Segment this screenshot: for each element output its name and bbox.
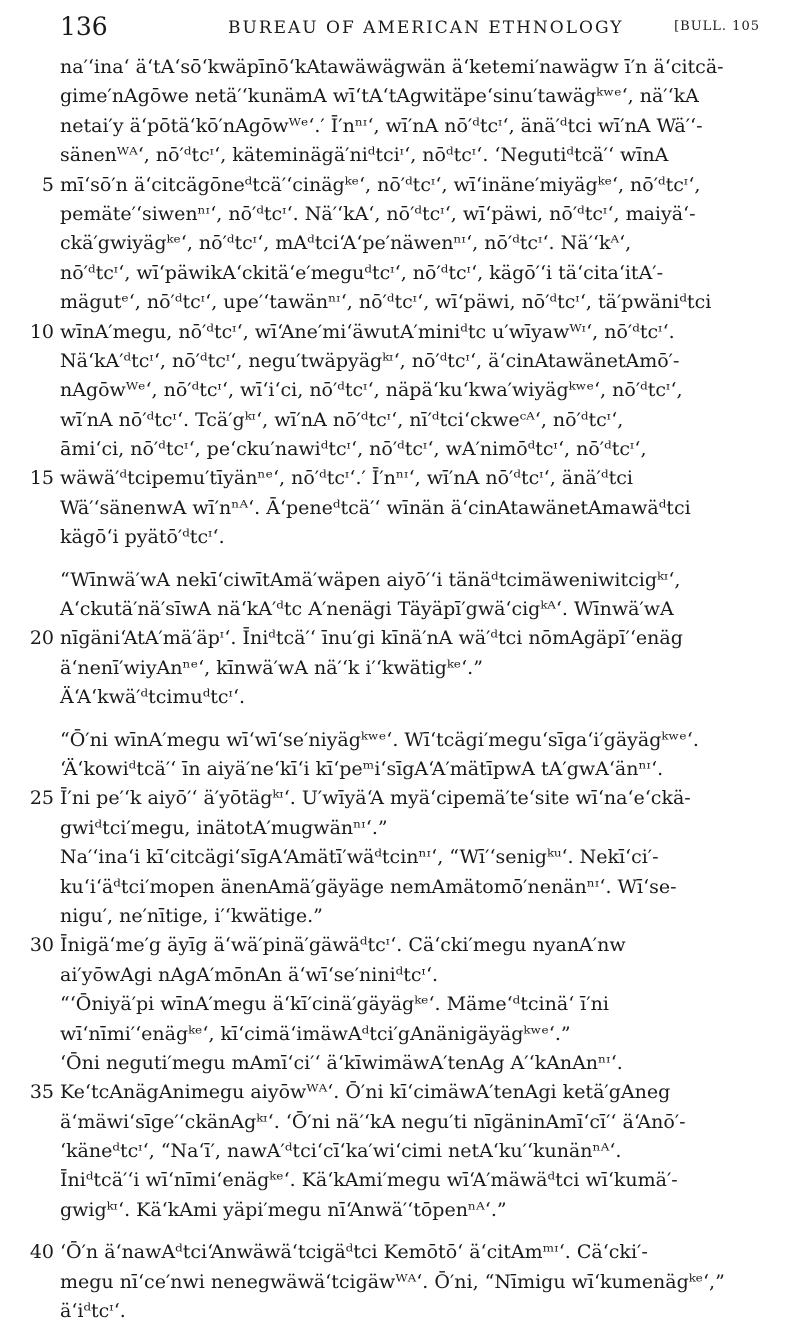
line-number: 35 — [29, 1081, 54, 1104]
line-text: nō′ᵈtcᶦʻ, wīʻpäwikAʻckitäʻe′meguᵈtcᶦʻ, nō′ᵈtcᶦʻ, kägō′ʻi täʻcitaʻitA′- — [60, 261, 664, 284]
line-text: ai′yōwAgi nAgA′mōnAn äʻwīʻse′niniᵈtcᶦʻ. — [60, 963, 439, 986]
text-line — [60, 654, 758, 683]
text-line — [60, 990, 758, 1019]
line-text: “Wīnwä′wA nekīʻciwītAmä′wäpen aiyō′ʻi tänäᵈtcimäweniwitcigᵏᶦʻ, — [60, 568, 681, 591]
line-text: äʻmäwiʻsīge′ʻckänAgᵏᶦʻ. ʻŌ′ni nä′ʻkA negu′ti nīgäninAmīʻcī′ʻ äʻAnō′- — [60, 1110, 686, 1133]
text-line — [29, 464, 758, 493]
line-text: Ī′ni pe′ʻk aiyō′ʻ ä′yōtägᵏᶦʻ. U′wīyäʻA myäʻcipemä′teʻsite wīʻnaʻeʻckä- — [60, 787, 691, 810]
line-text: wī′nA nō′ᵈtcᶦʻ. Tcä′gᵏᶦʻ, wī′nA nō′ᵈtcᶦʻ, nī′ᵈtciʻckweᶜᴬʻ, nō′ᵈtcᶦʻ, — [60, 408, 624, 431]
bulletin-number: [BULL. 105 — [674, 19, 760, 34]
line-text: kuʻiʻäᵈtci′mopen änenAmä′gäyäge nemAmätomō′nenänⁿᶦʻ. Wīʻse- — [60, 875, 677, 898]
line-text: ʻŌni neguti′megu mAmīʻci′ʻ äʻkīwimäwA′tenAg A′ʻkAnAnⁿᶦʻ. — [60, 1051, 623, 1074]
text-line — [60, 595, 758, 624]
line-text: netai′y äʻpōtäʻkō′nAgōwᵂᵉʻ.′ Ī′nⁿᶦʻ, wī′nA nō′ᵈtcᶦʻ, änä′ᵈtci wī′nA Wä′ʻ- — [60, 114, 703, 137]
text-line — [60, 1049, 758, 1078]
text-line — [60, 288, 758, 317]
line-number: 10 — [29, 320, 54, 343]
text-line — [60, 873, 758, 902]
line-text: pemäte′ʻsiwenⁿᶦʻ, nō′ᵈtcᶦʻ. Nä′ʻkAʻ, nō′ᵈtcᶦʻ, wīʻpäwi, nō′ᵈtcᶦʻ, maiyäʻ- — [60, 202, 696, 225]
line-number: 25 — [29, 787, 54, 810]
line-text: wīʻnīmi′ʻenägᵏᵉʻ, kīʻcimäʻimäwAᵈtci′gAnänigäyägᵏʷᵉʻ.” — [60, 1022, 571, 1045]
text-line — [60, 1108, 758, 1137]
line-text: nīgäniʻAtA′mä′äpᶦʻ. Īniᵈtcä′ʻ īnu′gi kīnä′nA wä′ᵈtci nōmAgäpī′ʻenäg — [60, 627, 683, 650]
text-line — [60, 1166, 758, 1195]
text-line — [60, 112, 758, 141]
line-text: Wä′ʻsänenwA wī′nⁿᴬʻ. Āʻpeneᵈtcä′ʻ wīnän äʻcinAtawänetAmawäᵈtci — [60, 496, 691, 519]
text-line — [29, 1078, 758, 1107]
text-line — [60, 347, 758, 376]
text-line — [29, 784, 758, 813]
line-text: mīʻsō′n äʻcitcägōneᵈtcä′ʻcinägᵏᵉʻ, nō′ᵈtcᶦʻ, wīʻinäne′miyägᵏᵉʻ, nō′ᵈtcᶦʻ, — [60, 173, 701, 196]
text-body — [29, 53, 758, 1326]
page-number: 136 — [60, 12, 108, 41]
text-line — [60, 229, 758, 258]
text-line — [60, 53, 758, 82]
text-line — [60, 814, 758, 843]
line-text: kägōʻi pyätō′ᵈtcᶦʻ. — [60, 526, 225, 549]
text-line — [60, 435, 758, 464]
line-number: 20 — [29, 627, 54, 650]
line-text: nigu′, ne′nītige, i′ʻkwätige.” — [60, 904, 323, 927]
line-text: gime′nAgōwe netä′ʻkunämA wīʻtAʻtAgwitäpeʻsinu′tawägᵏʷᵉʻ, nä′ʻkA — [60, 85, 699, 108]
text-line — [60, 566, 758, 595]
line-text: NäʻkA′ᵈtcᶦʻ, nō′ᵈtcᶦʻ, negu′twäpyägᵏᶦʻ, nō′ᵈtcᶦʻ, äʻcinAtawänetAmō′- — [60, 349, 680, 372]
text-line — [60, 755, 758, 784]
line-text: gwiᵈtci′megu, inätotA′mugwänⁿᶦʻ.” — [60, 816, 388, 839]
text-line — [60, 259, 758, 288]
line-text: nAgōwᵂᵉʻ, nō′ᵈtcᶦʻ, wīʻiʻci, nō′ᵈtcᶦʻ, näpäʻkuʻkwa′wiyägᵏʷᵉʻ, nō′ᵈtcᶦʻ, — [60, 379, 683, 402]
line-text: Na′ʻinaʻi kīʻcitcägiʻsīgAʻAmätī′wäᵈtcinⁿᶦʻ, “Wī′ʻsenigᵏᵘʻ. Nekīʻci′- — [60, 846, 659, 869]
line-text: äʻnenī′wiyAnⁿᵉʻ, kīnwä′wA nä′ʻk i′ʻkwätigᵏᵉʻ.” — [60, 656, 483, 679]
line-text: ckä′gwiyägᵏᵉʻ, nō′ᵈtcᶦʻ, mAᵈtciʻAʻpe′näwenⁿᶦʻ, nō′ᵈtcᶦʻ. Nä′ʻkᴬʻ, — [60, 232, 632, 255]
text-line — [60, 141, 758, 170]
text-line — [29, 931, 758, 960]
line-text: ʻkäneᵈtcᶦʻ, “Naʻī′, nawA′ᵈtciʻcīʻka′wiʻcimi netAʻku′ʻkunänⁿᴬʻ. — [60, 1140, 622, 1163]
line-text: KeʻtcAnägAnimegu aiyōwᵂᴬʻ. Ō′ni kīʻcimäwA′tenAgi ketä′gAneg — [60, 1081, 671, 1104]
line-text: gwigᵏᶦʻ. KäʻkAmi yäpi′megu nīʻAnwä′ʻtōpenⁿᴬʻ.” — [60, 1198, 507, 1221]
text-line — [29, 624, 758, 653]
text-line — [60, 1297, 758, 1326]
text-line — [60, 200, 758, 229]
line-number: 5 — [41, 173, 54, 196]
line-number: 15 — [29, 467, 54, 490]
text-line — [60, 1196, 758, 1225]
text-line — [60, 494, 758, 523]
line-text: sänenᵂᴬʻ, nō′ᵈtcᶦʻ, käteminägä′niᵈtciᶦʻ, nōᵈtcᶦʻ. ʻNegutiᵈtcä′ʻ wīnA — [60, 144, 669, 167]
text-line — [29, 318, 758, 347]
line-text: wīnA′megu, nō′ᵈtcᶦʻ, wīʻAne′miʻäwutA′miniᵈtc u′wīyawᵂᶦʻ, nō′ᵈtcᶦʻ. — [60, 320, 675, 343]
line-text: Īnigäʻme′g äyīg äʻwä′pinä′gäwäᵈtcᶦʻ. Cäʻcki′megu nyanA′nw — [60, 934, 626, 957]
line-text: megu nīʻce′nwi nenegwäwäʻtcigäwᵂᴬʻ. Ō′ni, “Nīmigu wīʻkumenägᵏᵉʻ,” — [60, 1270, 725, 1293]
text-line — [60, 961, 758, 990]
text-line — [60, 1137, 758, 1166]
line-text: Aʻckutä′nä′sīwA näʻkA′ᵈtc A′nenägi Täyäpī′gwäʻcigᵏᴬʻ. Wīnwä′wA — [60, 598, 674, 621]
text-line — [60, 376, 758, 405]
line-number: 30 — [29, 934, 54, 957]
line-text: äʻiᵈtcᶦʻ. — [60, 1300, 126, 1323]
text-line — [41, 171, 758, 200]
text-line — [60, 523, 758, 552]
text-line — [60, 683, 758, 712]
text-line — [60, 406, 758, 435]
line-text: wäwä′ᵈtcipemu′tīyänⁿᵉʻ, nō′ᵈtcᶦʻ.′ Ī′nⁿᶦʻ, wī′nA nō′ᵈtcᶦʻ, änä′ᵈtci — [60, 467, 633, 490]
text-line — [60, 843, 758, 872]
text-line — [60, 1020, 758, 1049]
line-text: mägutᵉʻ, nō′ᵈtcᶦʻ, upe′ʻtawänⁿᶦʻ, nō′ᵈtcᶦʻ, wīʻpäwi, nō′ᵈtcᶦʻ, tä′pwäniᵈtci — [60, 291, 712, 314]
line-text: na′ʻinaʻ äʻtAʻsōʻkwäpīnōʻkAtawäwägwän äʻketemi′nawägw ī′n äʻcitcä- — [60, 56, 724, 78]
line-text: āmiʻci, nō′ᵈtcᶦʻ, peʻcku′nawiᵈtcᶦʻ, nō′ᵈtcᶦʻ, wA′nimōᵈtcᶦʻ, nō′ᵈtcᶦʻ, — [60, 438, 647, 461]
paragraph-gap — [60, 1225, 758, 1238]
line-text: ʻŌ′n äʻnawAᵈtciʻAnwäwäʻtcigäᵈtci Kemōtōʻ äʻcitAmᵐᶦʻ. Cäʻcki′- — [60, 1241, 648, 1264]
paragraph-gap — [60, 553, 758, 566]
line-text: ʻÄʻkowiᵈtcä′ʻ īn aiyä′neʻkīʻi kīʻpeᵐiʻsīgAʻA′mätīpwA tA′gwAʻänⁿᶦʻ. — [60, 757, 664, 780]
line-text: Īniᵈtcä′ʻi wīʻnīmiʻenägᵏᵉʻ. KäʻkAmi′megu wīʻA′mäwäᵈtci wīʻkumä′- — [60, 1169, 678, 1192]
page-header — [60, 12, 760, 42]
text-line — [60, 902, 758, 931]
text-line — [60, 1268, 758, 1297]
text-line — [29, 1238, 758, 1267]
line-text: “Ō′ni wīnA′megu wīʻwīʻse′niyägᵏʷᵉʻ. Wīʻtcägi′meguʻsīgaʻi′gäyägᵏʷᵉʻ. — [60, 728, 699, 751]
text-line — [60, 82, 758, 111]
line-text: “ʻŌniyä′pi wīnA′megu äʻkī′cinä′gäyägᵏᵉʻ. Mämeʻᵈtcinäʻ ī′ni — [60, 993, 609, 1016]
running-title: BUREAU OF AMERICAN ETHNOLOGY — [228, 18, 624, 38]
line-number: 40 — [29, 1241, 54, 1264]
line-text: ÄʻAʻkwä′ᵈtcimuᵈtcᶦʻ. — [60, 686, 246, 709]
paragraph-gap — [60, 713, 758, 726]
text-line — [60, 726, 758, 755]
